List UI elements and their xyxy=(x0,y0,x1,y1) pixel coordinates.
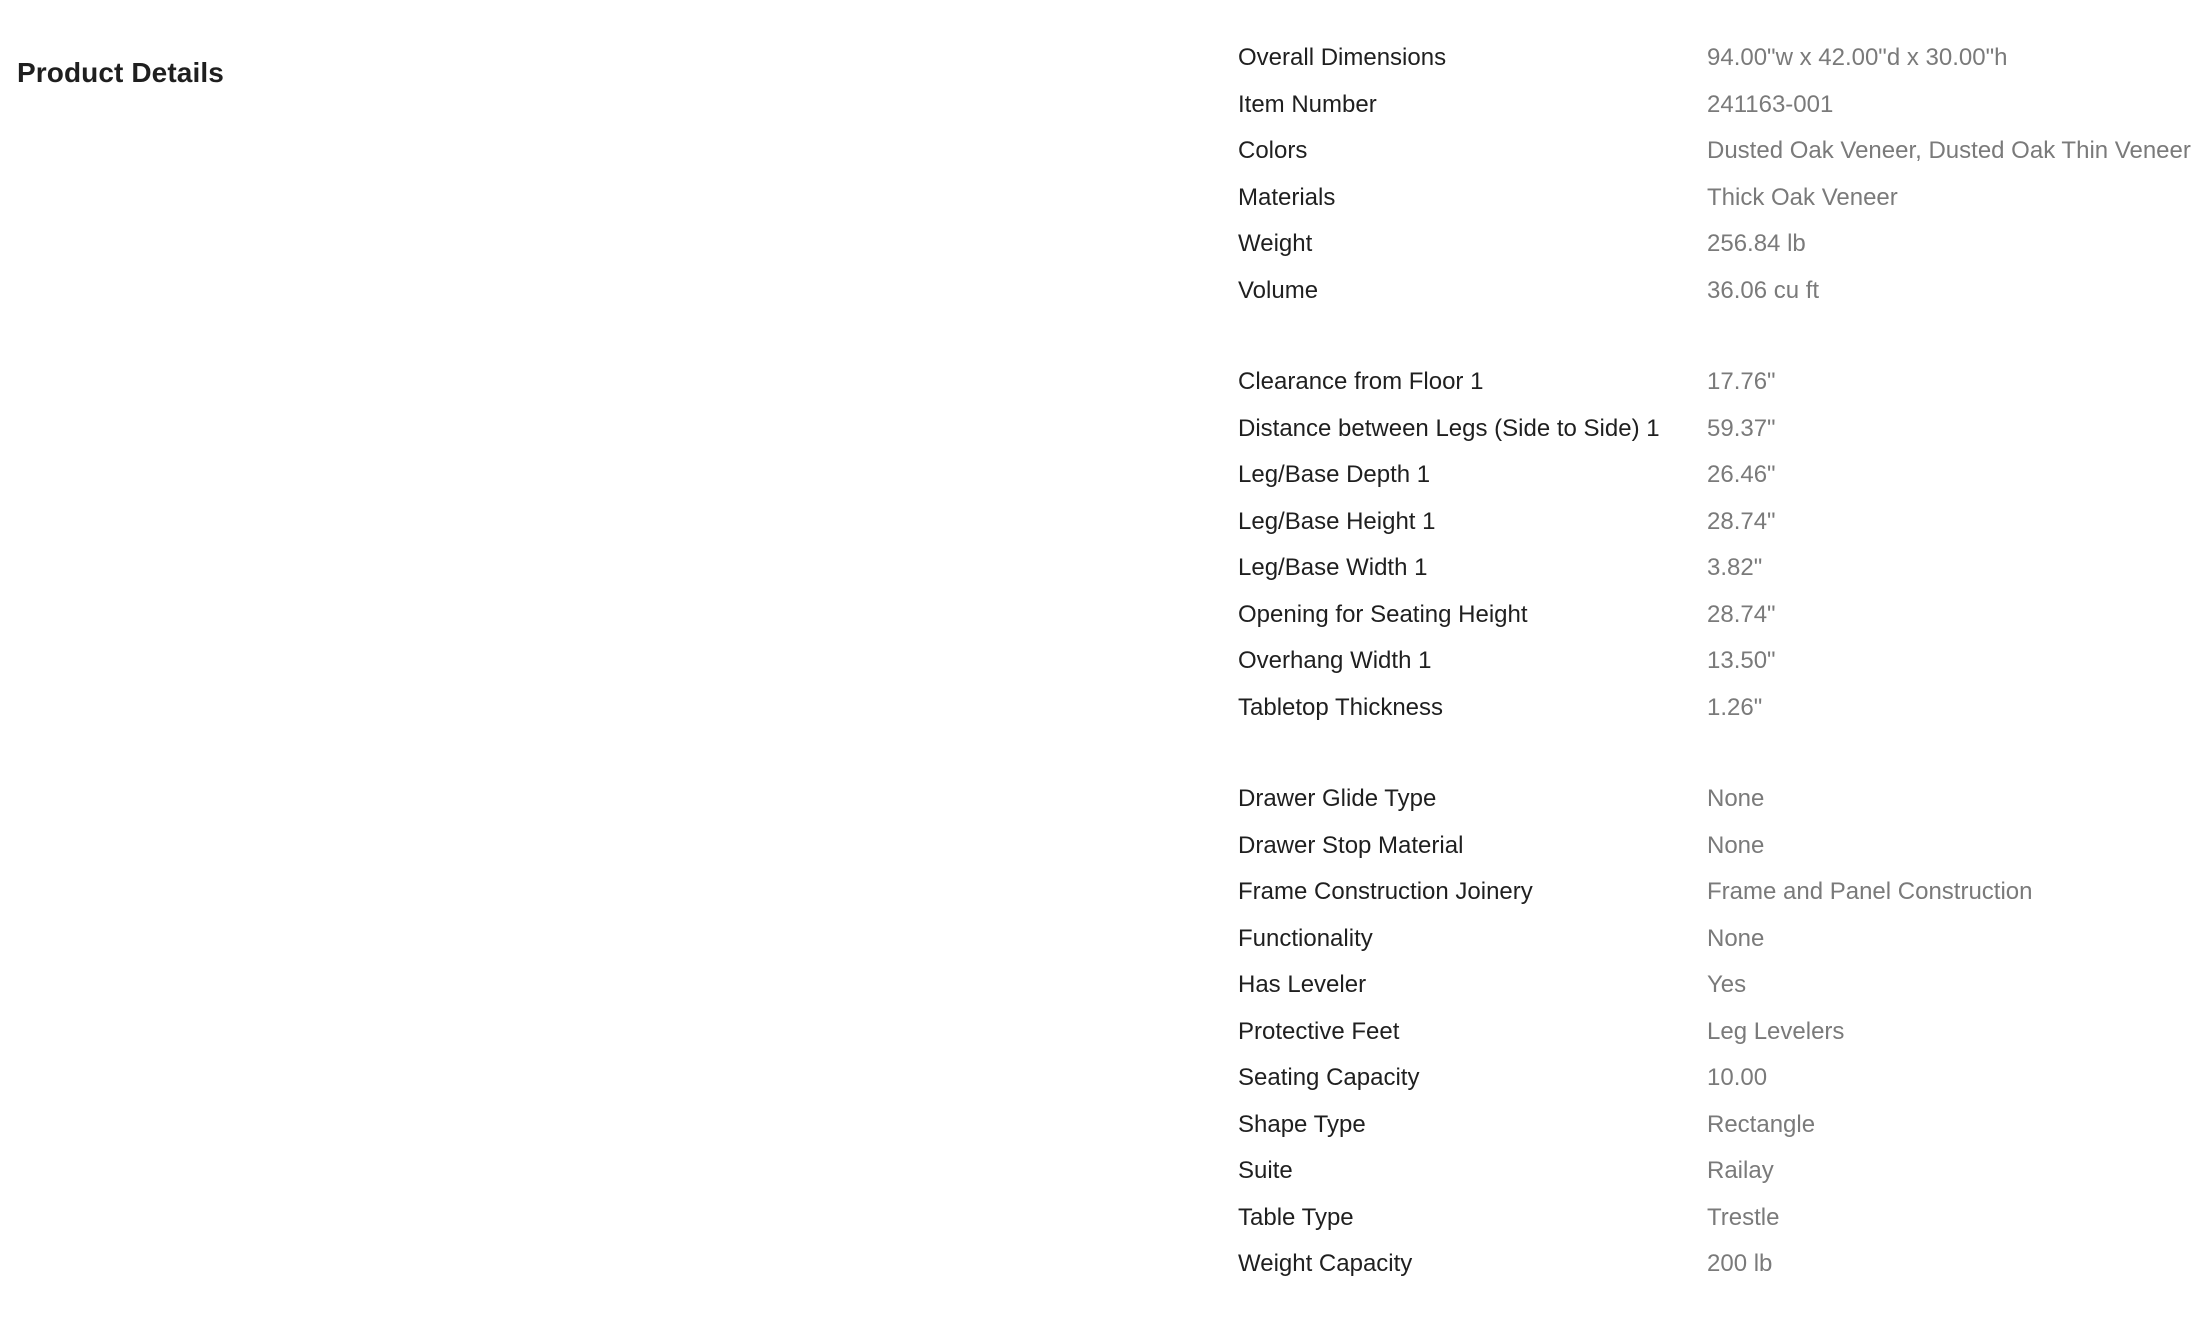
spec-row-volume xyxy=(1238,268,2198,315)
spec-label: Seating Capacity xyxy=(1238,1064,1420,1092)
spec-value: 94.00"w x 42.00"d x 30.00"h xyxy=(1707,44,2008,72)
spec-label: Weight xyxy=(1238,230,1313,258)
spec-value: 17.76" xyxy=(1707,368,1776,396)
spec-label: Overall Dimensions xyxy=(1238,44,1447,72)
spec-row-opening-for-seating-height xyxy=(1238,592,2198,639)
spec-value: 13.50" xyxy=(1707,647,1776,675)
spec-label: Leg/Base Height 1 xyxy=(1238,507,1436,535)
spec-row-leg-base-height xyxy=(1238,499,2198,546)
spec-label: Functionality xyxy=(1238,924,1373,952)
spec-label: Leg/Base Depth 1 xyxy=(1238,461,1431,489)
spec-row-tabletop-thickness xyxy=(1238,685,2198,732)
spec-value: Yes xyxy=(1707,971,1747,999)
spec-group-overview xyxy=(1238,35,2198,314)
product-specs xyxy=(1238,35,2198,1288)
spec-row-drawer-stop-material xyxy=(1238,823,2198,870)
spec-group-dimensions xyxy=(1238,359,2198,731)
spec-row-table-type xyxy=(1238,1195,2198,1242)
spec-value: Railay xyxy=(1707,1157,1774,1185)
spec-label: Item Number xyxy=(1238,90,1377,118)
spec-value: Dusted Oak Veneer, Dusted Oak Thin Veneer xyxy=(1707,137,2191,165)
spec-label: Colors xyxy=(1238,137,1308,165)
spec-row-colors xyxy=(1238,128,2198,175)
spec-row-suite xyxy=(1238,1148,2198,1195)
spec-value: Trestle xyxy=(1707,1203,1780,1231)
spec-label: Weight Capacity xyxy=(1238,1250,1413,1278)
spec-label: Tabletop Thickness xyxy=(1238,693,1444,721)
spec-row-drawer-glide-type xyxy=(1238,776,2198,823)
spec-label: Protective Feet xyxy=(1238,1017,1400,1045)
spec-label: Drawer Glide Type xyxy=(1238,785,1437,813)
spec-row-weight-capacity xyxy=(1238,1241,2198,1288)
spec-value: 200 lb xyxy=(1707,1250,1773,1278)
spec-label: Drawer Stop Material xyxy=(1238,831,1464,859)
spec-label: Table Type xyxy=(1238,1203,1354,1231)
page-title: Product Details xyxy=(17,56,224,88)
spec-value: 1.26" xyxy=(1707,693,1763,721)
spec-row-leg-base-width xyxy=(1238,545,2198,592)
spec-row-protective-feet xyxy=(1238,1009,2198,1056)
spec-row-clearance-from-floor xyxy=(1238,359,2198,406)
spec-row-item-number xyxy=(1238,82,2198,129)
spec-value: 36.06 cu ft xyxy=(1707,276,1820,304)
spec-value: None xyxy=(1707,831,1765,859)
spec-label: Frame Construction Joinery xyxy=(1238,878,1533,906)
spec-label: Leg/Base Width 1 xyxy=(1238,554,1428,582)
spec-value: 10.00 xyxy=(1707,1064,1768,1092)
spec-row-leg-base-depth xyxy=(1238,452,2198,499)
spec-value: 256.84 lb xyxy=(1707,230,1806,258)
spec-value: 3.82" xyxy=(1707,554,1763,582)
spec-value: 241163-001 xyxy=(1707,90,1834,118)
spec-value: Leg Levelers xyxy=(1707,1017,1845,1045)
spec-row-has-leveler xyxy=(1238,962,2198,1009)
spec-label: Materials xyxy=(1238,183,1336,211)
spec-row-functionality xyxy=(1238,916,2198,963)
spec-row-materials xyxy=(1238,175,2198,222)
spec-label: Has Leveler xyxy=(1238,971,1367,999)
spec-row-seating-capacity xyxy=(1238,1055,2198,1102)
spec-value: None xyxy=(1707,785,1765,813)
spec-row-distance-between-legs xyxy=(1238,406,2198,453)
spec-row-shape-type xyxy=(1238,1102,2198,1149)
spec-label: Volume xyxy=(1238,276,1319,304)
spec-label: Distance between Legs (Side to Side) 1 xyxy=(1238,414,1660,442)
spec-value: Thick Oak Veneer xyxy=(1707,183,1898,211)
spec-group-features xyxy=(1238,776,2198,1288)
spec-label: Shape Type xyxy=(1238,1110,1366,1138)
spec-value: 59.37" xyxy=(1707,414,1776,442)
spec-row-overhang-width xyxy=(1238,638,2198,685)
spec-row-weight xyxy=(1238,221,2198,268)
spec-label: Clearance from Floor 1 xyxy=(1238,368,1484,396)
spec-value: 28.74" xyxy=(1707,600,1776,628)
spec-value: 26.46" xyxy=(1707,461,1776,489)
spec-label: Suite xyxy=(1238,1157,1293,1185)
spec-row-frame-construction-joinery xyxy=(1238,869,2198,916)
spec-value: Rectangle xyxy=(1707,1110,1816,1138)
spec-label: Overhang Width 1 xyxy=(1238,647,1432,675)
spec-value: 28.74" xyxy=(1707,507,1776,535)
spec-value: Frame and Panel Construction xyxy=(1707,878,2033,906)
spec-label: Opening for Seating Height xyxy=(1238,600,1528,628)
spec-row-overall-dimensions xyxy=(1238,35,2198,82)
spec-value: None xyxy=(1707,924,1765,952)
